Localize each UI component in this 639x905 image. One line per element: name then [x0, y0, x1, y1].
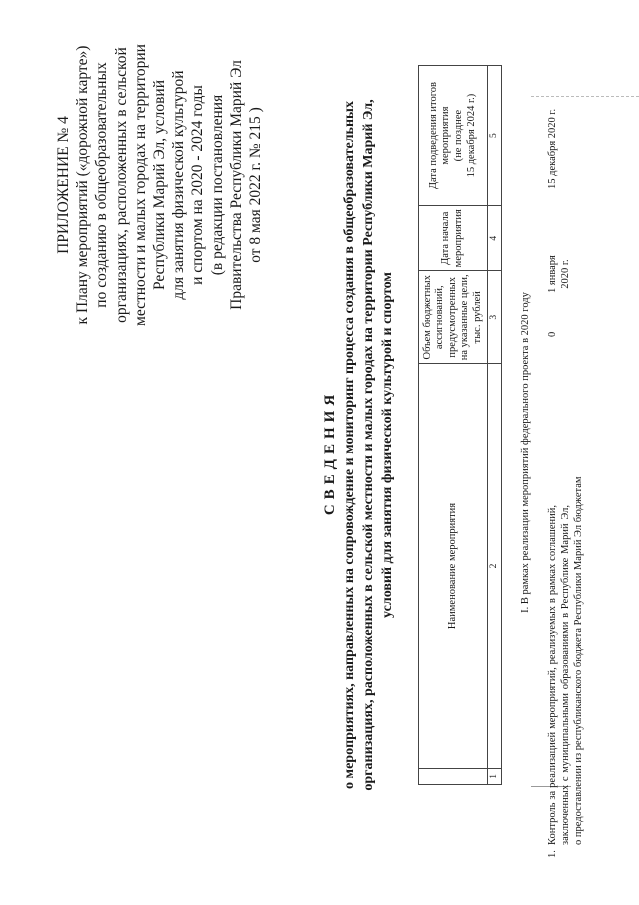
subtitle-line: о мероприятиях, направленных на сопровождение и мониторинг процесса создания в общеобразовательных [342, 101, 357, 789]
header-summary-line: 15 декабря 2024 г.) [465, 93, 477, 178]
appendix-line: от 8 мая 2022 г. № 215 ) [247, 107, 265, 263]
appendix-line: Республики Марий Эл, условий [151, 79, 169, 291]
header-cell-budget [419, 271, 488, 364]
row-description-line: Контроль за реализацией мероприятий, реализуемых в рамках соглашений, [547, 505, 558, 845]
column-number: 2 [488, 364, 502, 768]
header-budget-line: ассигнований, [434, 285, 446, 350]
header-summary-line: (не позднее [453, 109, 464, 162]
appendix-line: организациях, расположенных в сельской [112, 47, 130, 323]
measures-table [418, 65, 502, 785]
row-start-line: 1 января [547, 255, 558, 293]
document-subtitle [340, 45, 397, 845]
header-name: Наименование мероприятия [446, 502, 458, 630]
header-cell-index [419, 768, 488, 784]
column-number: 3 [488, 271, 502, 364]
row-deadline: 15 декабря 2020 г. [547, 108, 558, 189]
appendix-block [54, 25, 265, 345]
appendix-line: по созданию в общеобразовательных [93, 62, 111, 308]
appendix-line: Правительства Республики Марий Эл [227, 60, 245, 310]
header-budget-line: на указанные цели, [459, 274, 471, 361]
row-description-line: заключенных с муниципальными образованиями в Республике Марий Эл, [560, 505, 571, 845]
document-title: СВЕДЕНИЯ [322, 389, 338, 516]
row-description [546, 476, 585, 845]
appendix-line: для занятия физической культурой [170, 70, 188, 300]
row-index: 1. [547, 850, 558, 858]
appendix-line: к Плану мероприятий («дорожной карте») [74, 45, 92, 325]
header-budget-line: предусмотренных [446, 277, 458, 358]
appendix-line: и спортом на 2020 - 2024 годы [189, 85, 207, 285]
appendix-line: местности и малых городах на территории [131, 44, 149, 326]
header-cell-start [419, 206, 488, 271]
appendix-line: (в редакции постановления [208, 94, 226, 276]
row-amount: 0 [547, 331, 558, 337]
subtitle-line: условий для занятия физической культурой и спортом [380, 272, 395, 618]
column-number-row [488, 66, 502, 785]
header-cell-summary [419, 66, 488, 206]
header-cell-name [419, 364, 488, 768]
header-summary-line: мероприятия [440, 106, 452, 165]
appendix-line: ПРИЛОЖЕНИЕ № 4 [55, 116, 72, 254]
header-start-line: Дата начала [440, 211, 452, 265]
column-number: 1 [488, 768, 502, 784]
section-title: I. В рамках реализации мероприятий федерального проекта в 2020 году [520, 292, 531, 613]
table-header-row [419, 66, 488, 785]
column-number: 5 [488, 66, 502, 206]
header-budget-line: тыс. рублей [471, 291, 483, 344]
row-start-line: 2020 г. [560, 259, 571, 289]
header-start-line: мероприятия [453, 209, 464, 268]
row-start-date [546, 255, 572, 293]
table-column-divider [531, 95, 639, 97]
subtitle-line: организациях, расположенных в сельской местности и малых городах на территории Республики Марий Эл, [361, 99, 376, 791]
header-summary-line: Дата подведения итогов [427, 82, 439, 190]
header-budget-line: Объем бюджетных [421, 275, 433, 360]
column-number: 4 [488, 206, 502, 271]
row-description-line: о предоставлении из республиканского бюджета Республики Марий Эл бюджетам [573, 476, 584, 845]
